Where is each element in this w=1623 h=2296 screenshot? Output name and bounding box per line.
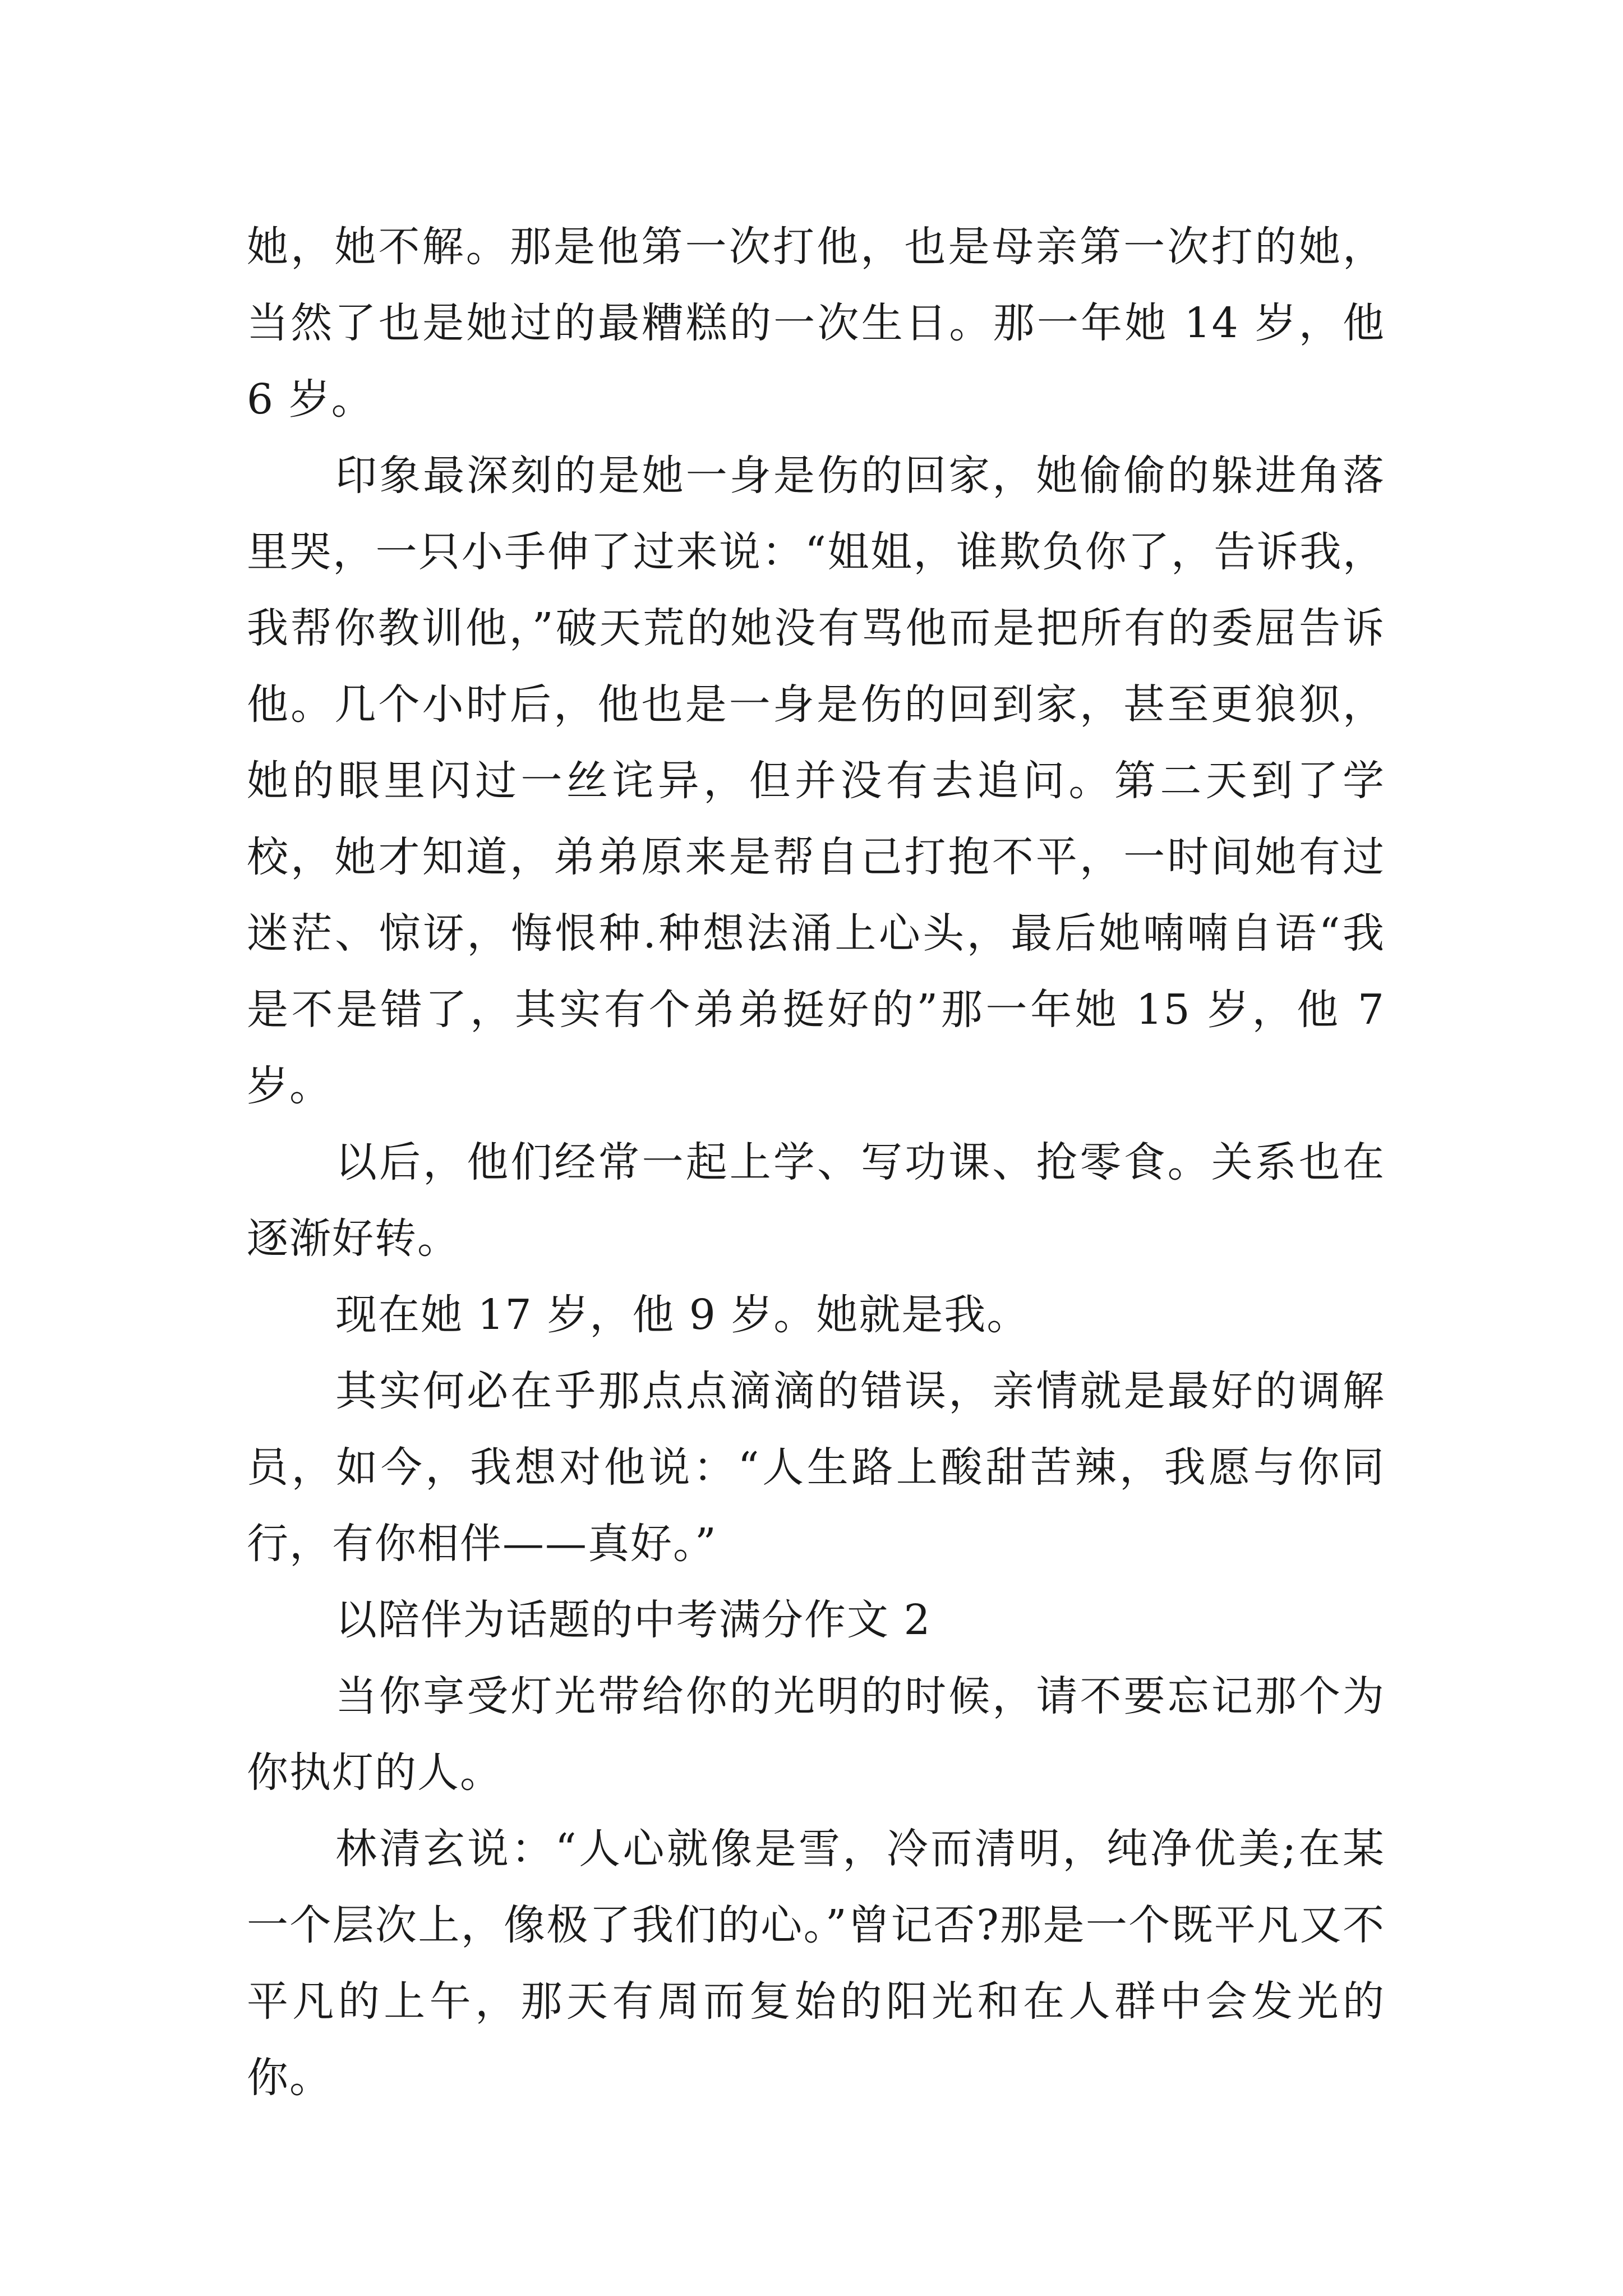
paragraph-5: 其实何必在乎那点点滴滴的错误，亲情就是最好的调解员，如今，我想对他说：“人生路上酸甜苦辣，我愿与你同行，有你相伴——真好。” <box>247 1367 1385 1568</box>
paragraph-7: 林清玄说：“人心就像是雪，冷而清明，纯净优美;在某一个层次上，像极了我们的心。”曾记否?那是一个既平凡又不平凡的上午，那天有周而复始的阳光和在人群中会发光的你。 <box>247 1825 1385 2102</box>
essay-title-2: 以陪伴为话题的中考满分作文 2 <box>335 1596 932 1644</box>
document-body <box>247 209 1385 2116</box>
paragraph-1: 她，她不解。那是他第一次打他，也是母亲第一次打的她，当然了也是她过的最糟糕的一次生日。那一年她 14 岁，他 6 岁。 <box>247 223 1385 424</box>
paragraph-4: 现在她 17 岁，他 9 岁。她就是我。 <box>335 1291 1030 1339</box>
paragraph-6: 当你享受灯光带给你的光明的时候，请不要忘记那个为你执灯的人。 <box>247 1672 1385 1797</box>
paragraph-2: 印象最深刻的是她一身是伤的回家，她偷偷的躲进角落里哭，一只小手伸了过来说：“姐姐，谁欺负你了，告诉我，我帮你教训他，”破天荒的她没有骂他而是把所有的委屈告诉他。几个小时后，他也是一身是伤的回到家，甚至更狼狈，她的眼里闪过一丝诧异，但并没有去追问。第二天到了学校，她才知道，弟弟原来是帮自己打抱不平，一时间她有过迷茫、惊讶，悔恨种.种想法涌上心头，最后她喃喃自语“我是不是错了，其实有个弟弟挺好的”那一年她 15 岁，他 7 岁。 <box>247 452 1385 1110</box>
paragraph-3: 以后，他们经常一起上学、写功课、抢零食。关系也在逐渐好转。 <box>247 1138 1385 1263</box>
